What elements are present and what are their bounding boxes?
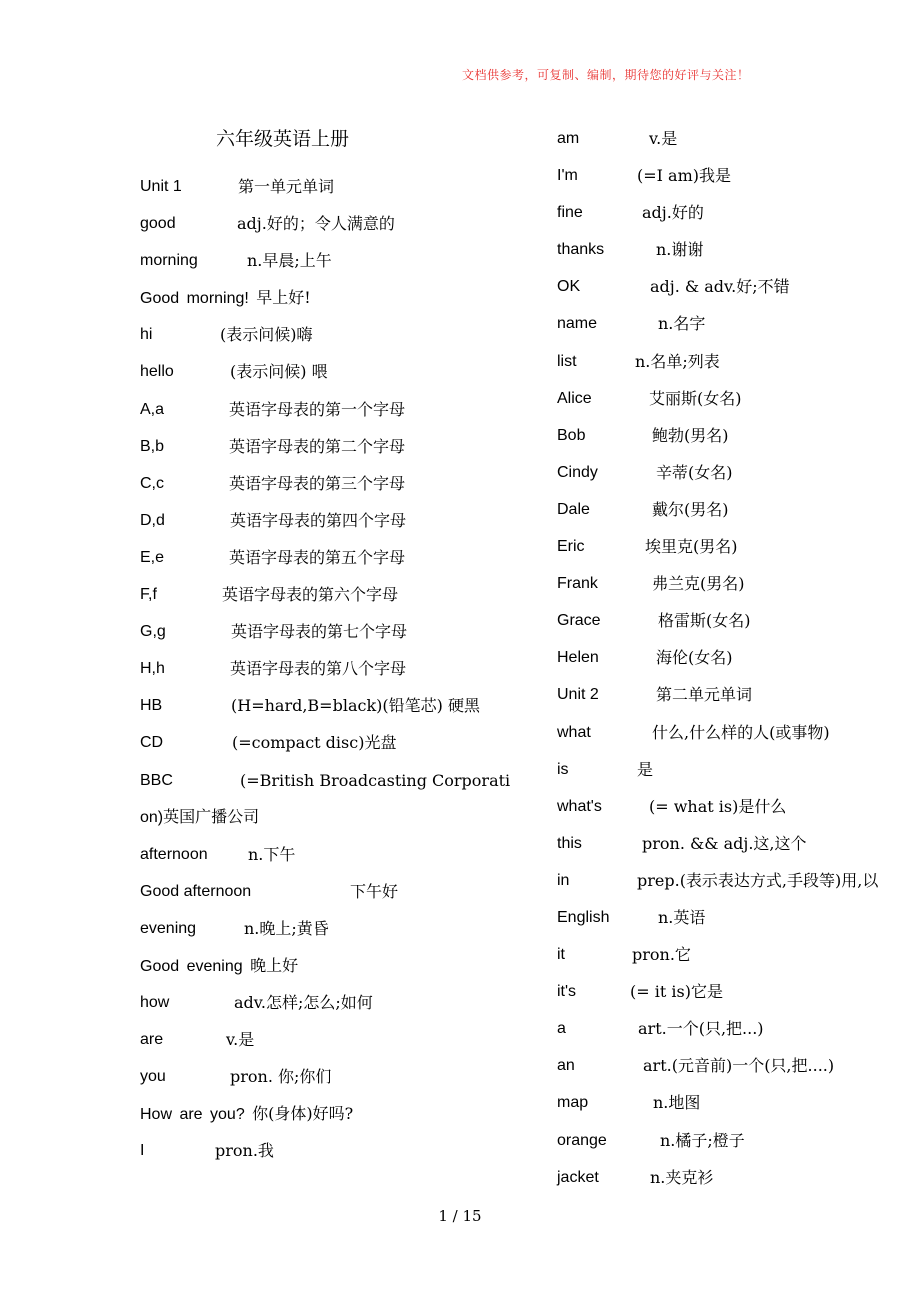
entry-definition: v.是 [226,1030,255,1050]
entry-word: Eric [557,538,585,556]
entry-definition: 弗兰克(男名) [652,574,745,594]
left_column-entry [140,205,520,242]
entry-definition: 辛蒂(女名) [656,462,733,482]
entry-word: am [557,130,580,147]
entry-definition: pron.我 [215,1141,274,1161]
right_column-entry [557,454,920,491]
right_column-entry [557,1010,920,1047]
right_column-entry [557,491,920,528]
left_column-entry [140,873,520,910]
entry-word: H,h [140,660,165,678]
entry-definition: art.一个(只,把...) [638,1019,764,1039]
left_column-entry [140,502,520,539]
entry-definition: pron. && adj.这,这个 [642,833,807,853]
left_column-entry [140,1021,520,1058]
right_column-entry [557,305,920,342]
right_column-entry [557,899,920,936]
right_column-entry [557,1159,920,1196]
entry-word: Alice [557,389,592,407]
entry-word: I [140,1142,145,1160]
page-title: 六年级英语上册 [216,128,350,150]
entry-definition: n.地图 [653,1093,701,1113]
entry-definition: (=compact disc)光盘 [232,733,397,753]
entry-word: Helen [557,649,599,667]
entry-text [140,1095,353,1133]
left_column-entry [140,539,520,576]
entry-definition: 英语字母表的第五个字母 [229,547,406,567]
entry-definition: (表示问候)嗨 [220,325,313,345]
entry-word: D,d [140,511,165,529]
entry-definition: 第二单元单词 [656,685,753,705]
entry-word: Grace [557,612,601,630]
entry-word: Dale [557,500,590,518]
entry-word: what's [557,797,602,815]
right_column-entry [557,788,920,825]
entry-word: afternoon [140,845,208,863]
entry-definition: adj. & adv.好;不错 [650,277,790,297]
left_column-entry [140,650,520,687]
left_column-entry [140,799,520,836]
entry-definition: 英语字母表的第一个字母 [229,399,406,419]
left_column-entry [140,984,520,1021]
right_column-entry [557,825,920,862]
watermark-text: 文档供参考，可复制、编制，期待您的好评与关注！ [462,68,750,82]
entry-definition: pron.它 [632,945,691,965]
right_column-entry [557,231,920,268]
entry-definition: adj.好的；令人满意的 [237,214,395,234]
right_column-entry [557,639,920,676]
entry-definition: 戴尔(男名) [652,499,729,519]
entry-word: how [140,994,170,1012]
entry-definition: 早上好! [256,288,311,308]
right_column-entry [557,676,920,713]
entry-word: A,a [140,400,165,418]
entry-definition: 英语字母表的第三个字母 [229,473,406,493]
entry-word: are [140,1031,164,1049]
entry-word: thanks [557,241,605,259]
entry-word: Bob [557,426,586,444]
left_column-entry [140,1058,520,1095]
left_column-entry [140,353,520,390]
right_column-entry [557,565,920,602]
entry-definition: 晚上好 [250,955,299,975]
entry-definition: 第一单元单词 [238,177,335,196]
entry-definition: art.(元音前)一个(只,把....) [643,1056,835,1076]
entry-word: Unit 2 [557,686,599,704]
entry-word: CD [140,734,164,752]
left_column-entry [140,428,520,465]
right_column-entry [557,1084,920,1121]
left_column-entry [140,613,520,650]
entry-word: OK [557,278,581,296]
entry-definition: n.晚上;黄昏 [244,918,329,938]
entry-word: jacket [557,1168,599,1186]
entry-word: evening [140,919,197,937]
entry-word: it's [557,983,577,1001]
entry-word: hi [140,326,153,344]
left_column-entry [140,1132,520,1169]
right_column-entry [557,714,920,751]
entry-word: Good evening [140,957,243,975]
right_column-entry [557,862,920,899]
entry-definition: 鲍勃(男名) [652,425,729,445]
left_column-entry [140,465,520,502]
right_column-entry [557,528,920,565]
entry-word: name [557,315,598,333]
entry-word: what [557,723,591,741]
entry-word: Unit 1 [140,178,182,195]
entry-definition: (表示问候) 喂 [230,362,328,382]
entry-definition: 是 [637,759,654,779]
entry-definition: n.橘子;橙子 [660,1130,745,1150]
entry-definition: 英语字母表的第四个字母 [230,510,407,530]
left_column-entry [140,947,520,984]
entry-text [140,279,311,317]
entry-word: Frank [557,575,598,593]
entry-word: fine [557,204,583,222]
left_column-entry [140,762,520,799]
right_column-entry [557,268,920,305]
entry-word: good [140,215,176,233]
right_column-entry [557,1122,920,1159]
entry-word: you [140,1068,166,1086]
entry-definition: adv.怎样;怎么;如何 [234,993,373,1013]
entry-word: list [557,352,577,370]
left_column-entry [140,242,520,279]
entry-definition: n.夹克衫 [650,1167,714,1187]
entry-definition: (=I am)我是 [637,166,732,186]
right_column-entry [557,973,920,1010]
right_column-entry [557,417,920,454]
entry-definition: adj.好的 [642,203,704,223]
entry-definition: v.是 [649,129,678,148]
entry-definition: (= it is)它是 [630,982,723,1002]
entry-definition: pron. 你;你们 [230,1067,332,1087]
entry-definition: 下午好 [350,881,399,901]
entry-word: hello [140,363,174,381]
left_column-entry [140,576,520,613]
entry-definition: n.早晨;上午 [247,251,332,271]
entry-definition: 英语字母表的第八个字母 [230,659,407,679]
entry-definition: n.谢谢 [656,240,704,260]
right_column-entry [557,936,920,973]
entry-word: it [557,946,565,964]
right_column-entry [557,380,920,417]
left_column-entry [140,279,520,316]
entry-definition: n.下午 [248,844,296,864]
left_column-entry [140,391,520,428]
entry-text [140,799,259,836]
entry-word: on)英国广播公司 [140,808,260,826]
right_column-entry [557,343,920,380]
right_column-entry [557,1047,920,1084]
right_column-entry [557,120,920,157]
entry-definition: n.名单;列表 [635,351,720,371]
entry-definition: (H=hard,B=black)(铅笔芯) 硬黑 [231,696,480,716]
entry-word: B,b [140,437,165,455]
entry-word: Cindy [557,463,598,481]
entry-word: E,e [140,548,165,566]
entry-definition: 英语字母表的第六个字母 [222,585,399,605]
entry-word: morning [140,252,198,270]
entry-definition: 海伦(女名) [656,648,733,668]
left-vocab-column [140,168,520,1170]
entry-word: this [557,834,582,852]
left_column-entry [140,910,520,947]
entry-word: in [557,871,570,889]
entry-word: F,f [140,586,157,604]
entry-word: English [557,908,610,926]
entry-word: Good afternoon [140,882,252,900]
entry-definition: n.英语 [658,907,706,927]
entry-definition: 艾丽斯(女名) [649,388,742,408]
right_column-entry [557,751,920,788]
entry-word: G,g [140,623,166,641]
left_column-entry [140,316,520,353]
right_column-entry [557,194,920,231]
entry-word: Good morning! [140,290,249,308]
entry-definition: 什么,什么样的人(或事物) [652,722,830,742]
left_column-entry [140,724,520,761]
right_column-entry [557,157,920,194]
entry-word: map [557,1094,589,1112]
right-vocab-column [557,120,920,1196]
entry-definition: (=British Broadcasting Corporati [240,770,511,790]
entry-word: a [557,1020,566,1038]
left_column-entry [140,836,520,873]
entry-definition: n.名字 [658,314,706,334]
page-number: 1 / 15 [438,1207,482,1225]
entry-text [140,947,298,985]
entry-definition: 埃里克(男名) [645,537,738,557]
left_column-entry [140,687,520,724]
entry-definition: 英语字母表的第二个字母 [229,436,406,456]
left_column-entry [140,1095,520,1132]
entry-definition: 英语字母表的第七个字母 [231,622,408,642]
entry-word: is [557,760,569,778]
entry-word: I'm [557,167,578,185]
entry-definition: 你(身体)好吗? [252,1104,354,1124]
right_column-entry [557,602,920,639]
entry-word: HB [140,697,163,715]
entry-word: orange [557,1131,607,1149]
entry-word: C,c [140,474,164,492]
entry-definition: prep.(表示表达方式,手段等)用,以 [637,870,879,890]
entry-definition: (= what is)是什么 [649,796,787,816]
entry-word: How are you? [140,1106,245,1124]
entry-word: an [557,1057,575,1075]
entry-definition: 格雷斯(女名) [658,611,751,631]
entry-word: BBC [140,771,173,789]
left_column-entry [140,168,520,205]
